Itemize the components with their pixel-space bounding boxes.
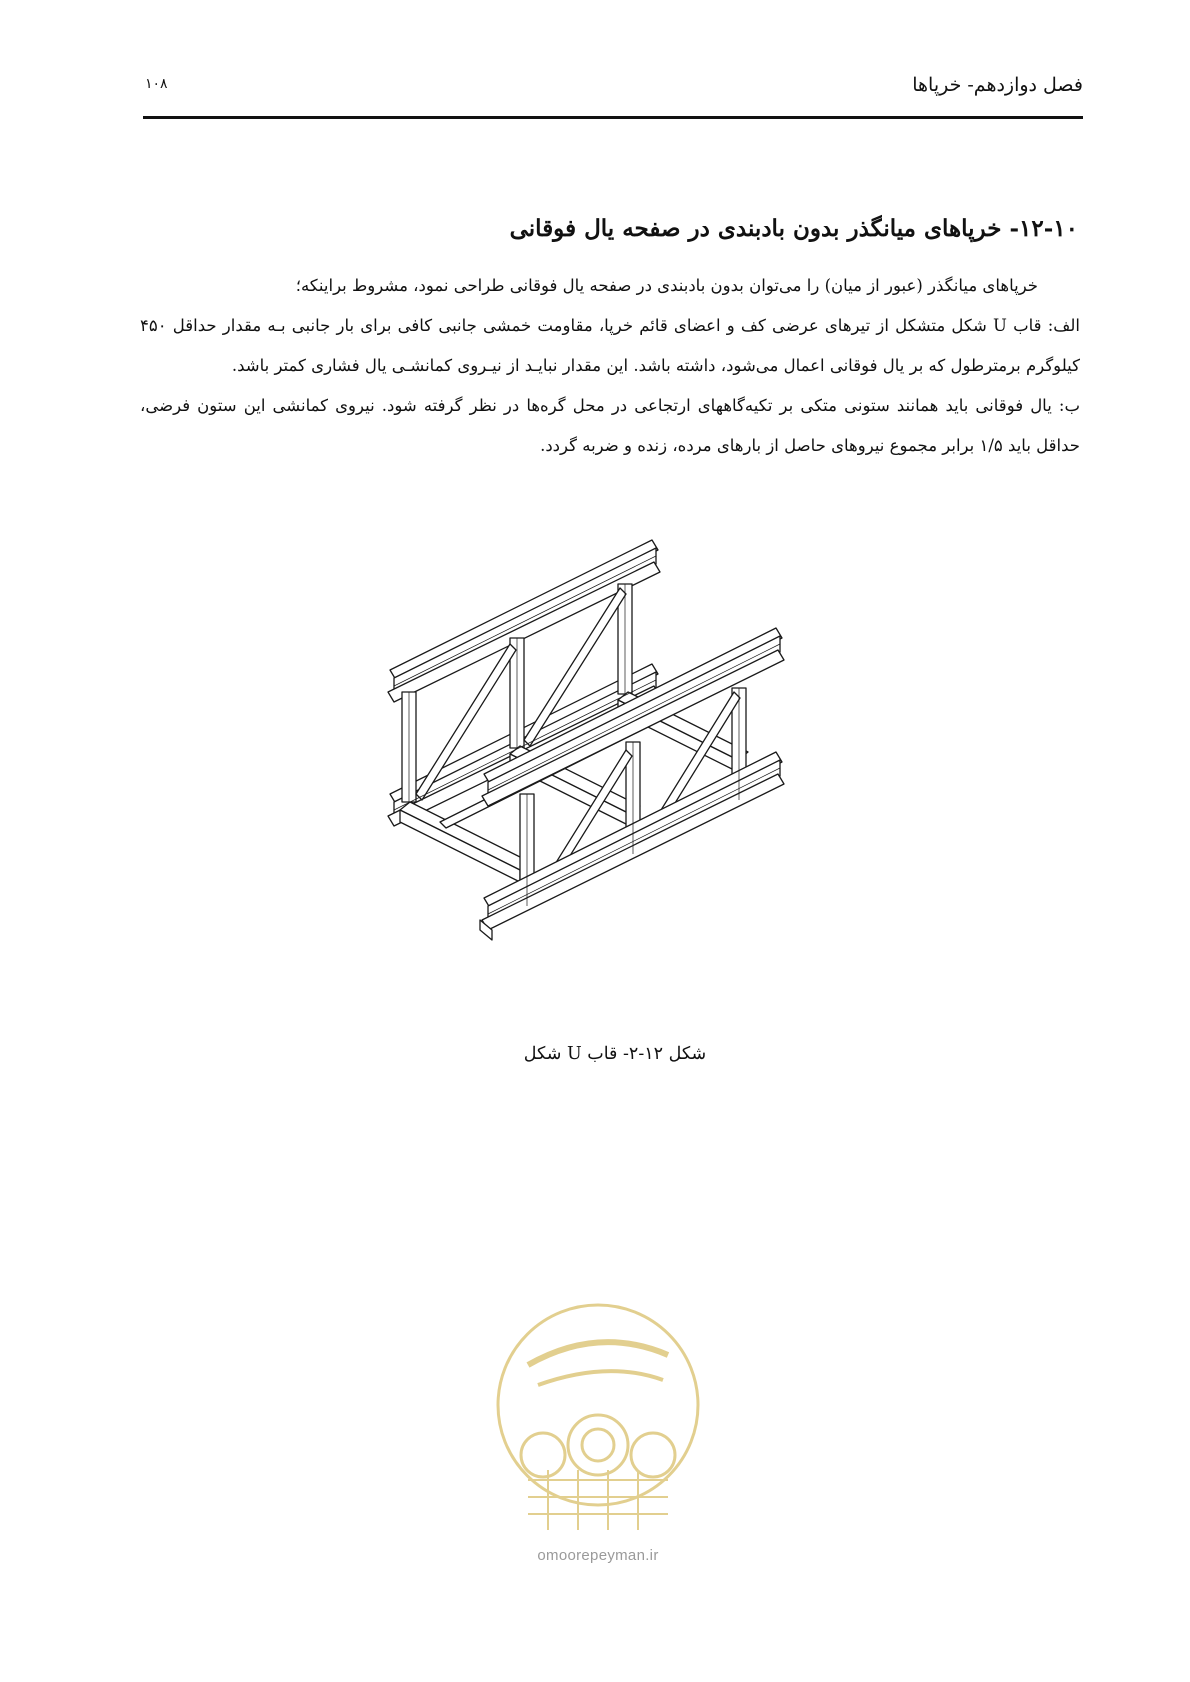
watermark-seal-icon <box>488 1285 708 1545</box>
intro-paragraph: خرپاهای میانگذر (عبور از میان) را می‌توان بدون بادبندی در صفحه یال فوقانی طراحی نمود، مشروط براینکه؛ <box>295 276 1038 295</box>
watermark-url: omoorepeyman.ir <box>537 1547 659 1564</box>
condition-b-paragraph: ب: یال فوقانی باید همانند ستونی متکی بر تکیه‌گاههای ارتجاعی در محل گره‌ها در نظر گرفته شود. نیروی کمانشی این ستون فرضی، حداقل باید ۱/۵ برابر مجموع نیروهای حاصل از بارهای مرده، زنده و ضربه گردد. <box>140 396 1080 455</box>
condition-a-paragraph: الف: قاب U شکل متشکل از تیرهای عرضی کف و اعضای قائم خرپا، مقاومت خمشی جانبی کافی برای بار جانبی بـه مقدار حداقل ۴۵۰ کیلوگرم برمترطول که بر یال فوقانی اعمال می‌شود، داشته باشد. این مقدار نبایـد از نیـروی کمانشـی یال فشاری کمتر باشد. <box>140 316 1080 375</box>
section-heading: ۱۲-۱۰- خرپاهای میانگذر بدون بادبندی در صفحه یال فوقانی <box>509 215 1078 242</box>
figure-caption: شکل ۱۲-۲- قاب U شکل <box>523 1044 707 1064</box>
page-header <box>143 70 1083 119</box>
body-text <box>140 266 1080 466</box>
watermark-logo <box>488 1285 708 1564</box>
page-number: ۱۰۸ <box>145 76 168 92</box>
u-frame-figure <box>380 532 850 1012</box>
u-frame-truss-drawing <box>380 532 850 1012</box>
chapter-title: فصل دوازدهم- خرپاها <box>912 74 1083 96</box>
